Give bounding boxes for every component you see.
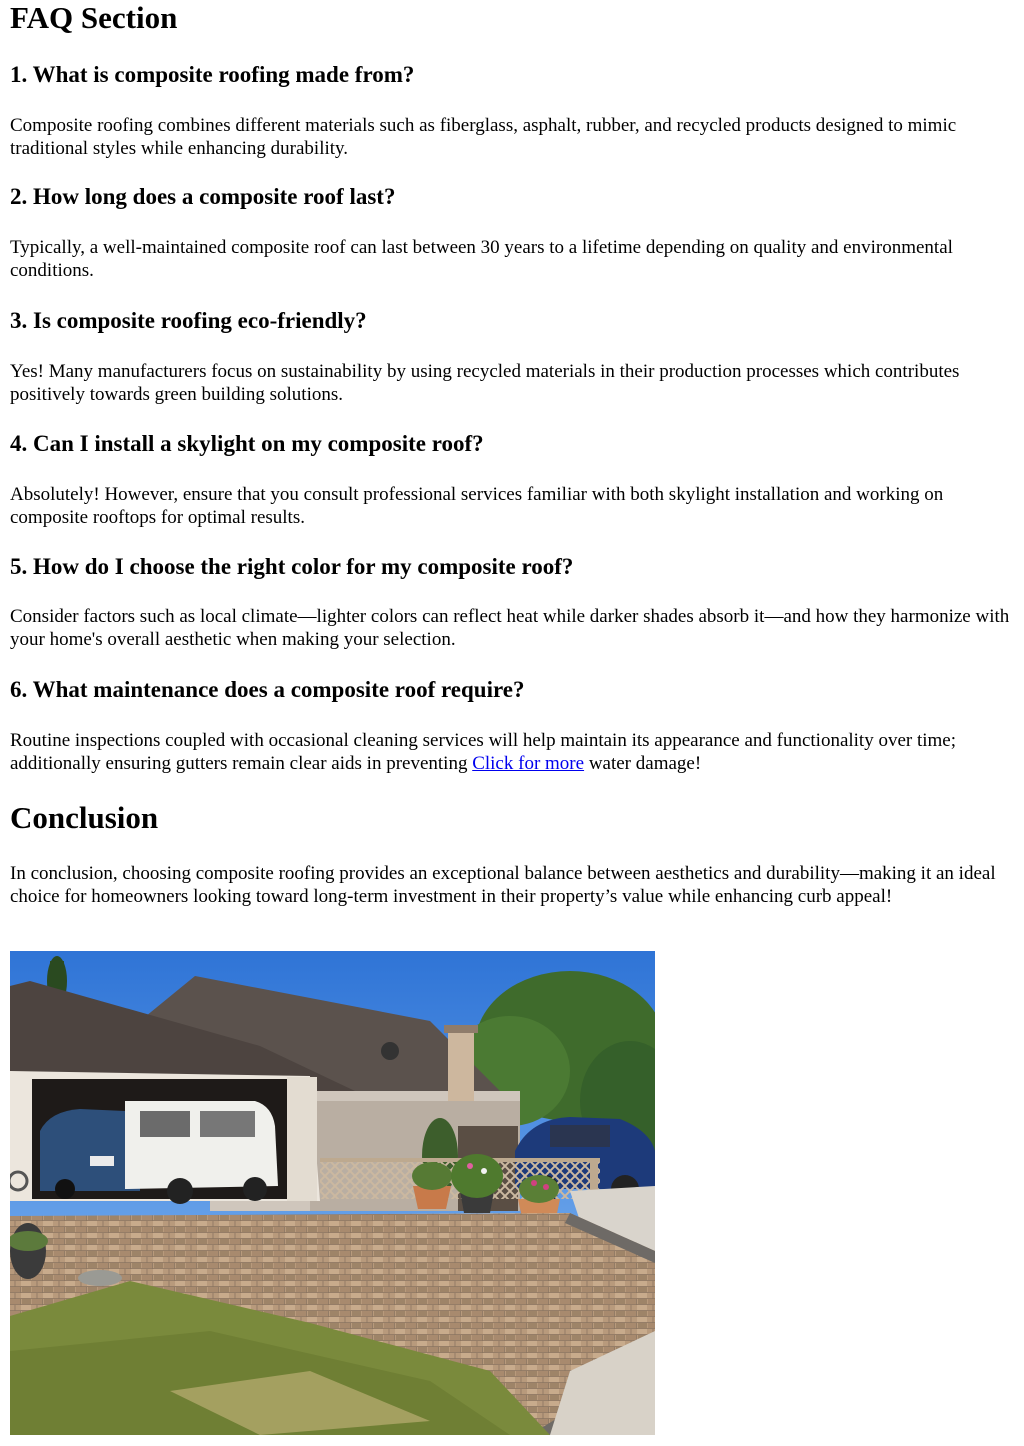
faq-question-1: 1. What is composite roofing made from?: [10, 62, 415, 87]
house-driveway-photo: [10, 951, 655, 1435]
faq-answer-4: Absolutely! However, ensure that you consult professional services familiar with both skylight installation and working on composite rooftops for optimal results.: [10, 484, 944, 528]
faq-answer-6: [10, 729, 1010, 775]
conclusion-paragraph: In conclusion, choosing composite roofing provides an exceptional balance between aesthetics and durability—making it an ideal choice for homeowners looking toward long-term investment in their property’s value while enhancing curb appeal!: [10, 863, 996, 907]
faq-question-5: 5. How do I choose the right color for my composite roof?: [10, 554, 574, 579]
faq-answer-6-text-after: water damage!: [584, 753, 702, 774]
faq-answer-3: Yes! Many manufacturers focus on sustainability by using recycled materials in their production processes which contributes positively towards green building solutions.: [10, 361, 960, 405]
click-for-more-link[interactable]: Click for more: [472, 753, 585, 774]
faq-answer-6-text-before: Routine inspections coupled with occasional cleaning services will help maintain its appearance and functionality over time; additionally ensuring gutters remain clear aids in preventing: [10, 730, 957, 774]
conclusion-heading: Conclusion: [10, 800, 159, 835]
faq-question-4: 4. Can I install a skylight on my composite roof?: [10, 431, 484, 456]
faq-question-2: 2. How long does a composite roof last?: [10, 184, 396, 209]
faq-question-3: 3. Is composite roofing eco-friendly?: [10, 308, 367, 333]
faq-question-6: 6. What maintenance does a composite roof require?: [10, 677, 525, 702]
faq-answer-5: Consider factors such as local climate—lighter colors can reflect heat while darker shades absorb it—and how they harmonize with your home's overall aesthetic when making your selection.: [10, 606, 1010, 650]
faq-answer-2: Typically, a well-maintained composite roof can last between 30 years to a lifetime depending on quality and environmental conditions.: [10, 237, 953, 281]
faq-section-heading: FAQ Section: [10, 0, 178, 35]
faq-answer-1: Composite roofing combines different materials such as fiberglass, asphalt, rubber, and recycled products designed to mimic traditional styles while enhancing durability.: [10, 115, 957, 159]
